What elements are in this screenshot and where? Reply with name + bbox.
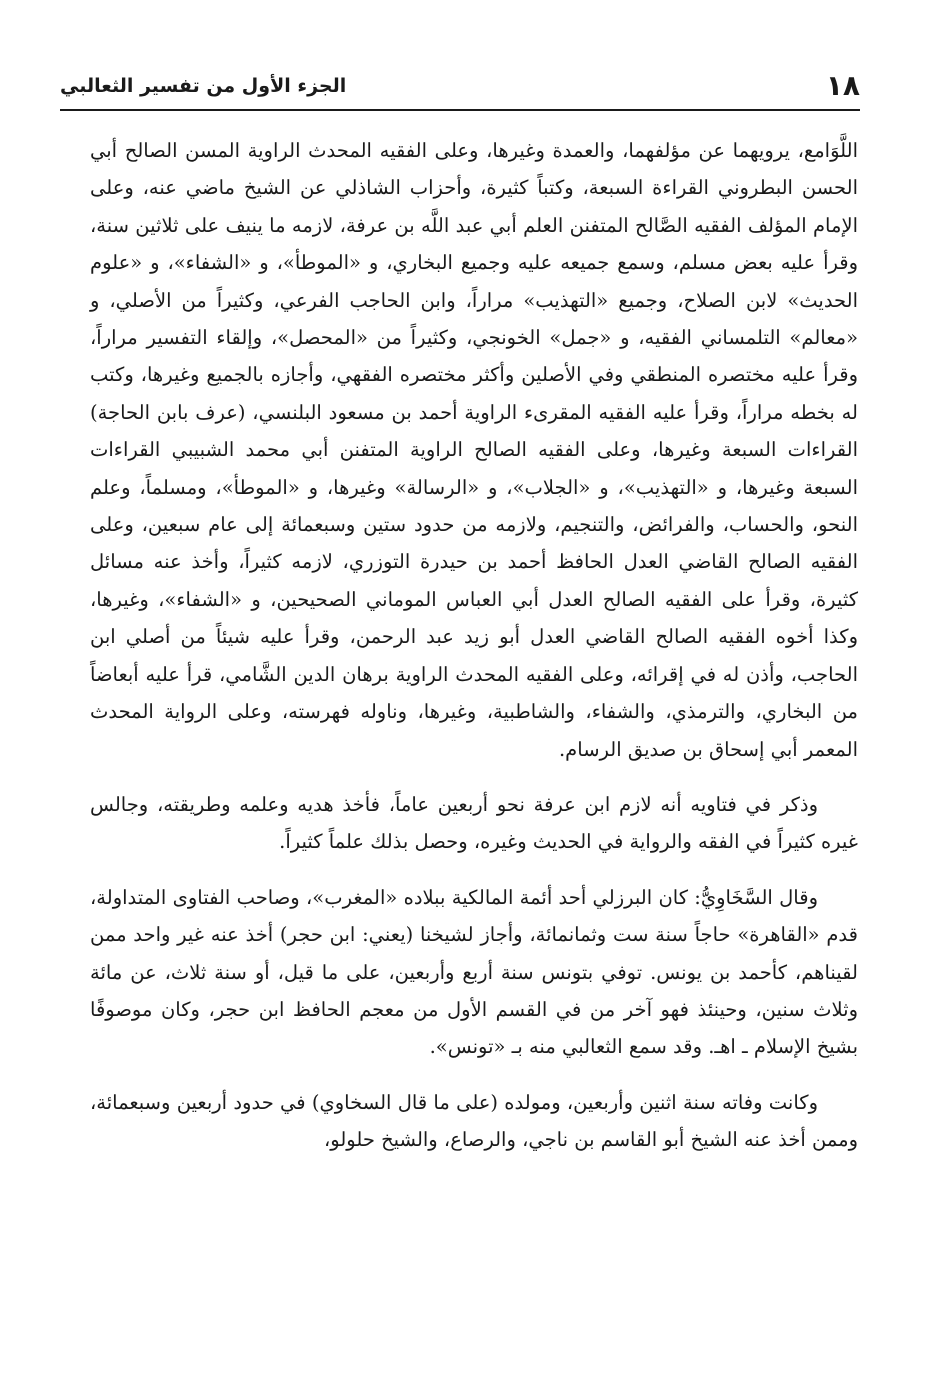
paragraph-3: وقال السَّخَاوِيُّ: كان البرزلي أحد أئمة المالكية ببلاده «المغرب»، وصاحب الفتاوى المتداولة، قدم «القاهرة» حاجاً سنة ست وثمانمائة، وأجاز لشيخنا (يعني: ابن حجر) أخذ عنه غير واحد ممن لقيناهم، كأحمد بن يونس. توفي بتونس سنة أربع وأربعين، على ما قيل، أو سنة ثلاث، عن مائة وثلاث سنين، وحينئذ فهو آخر من في القسم الأول من معجم الحافظ ابن حجر، وكان موصوفًا بشيخ الإسلام ـ اهـ. وقد سمع الثعالبي منه بـ «تونس».	[90, 885, 858, 1059]
paragraph-4: وكانت وفاته سنة اثنين وأربعين، ومولده (على ما قال السخاوي) في حدود أربعين وسبعمائة، وممن أخذ عنه الشيخ أبو القاسم بن ناجي، والرصاع، والشيخ حلولو،	[90, 1090, 858, 1152]
running-title: الجزء الأول من تفسير الثعالبي	[60, 75, 347, 97]
page-header	[60, 66, 860, 114]
header-row	[60, 66, 860, 106]
paragraph-1: اللَّوَامع، يرويهما عن مؤلفهما، والعمدة وغيرها، وعلى الفقيه المحدث الراوية المسن الصالح أبي الحسن البطروني القراءة السبعة، وكتباً كثيرة، وأحزاب الشاذلي عن الشيخ ماضي عنه، وعلى الإمام المؤلف الفقيه الصَّالح المتفنن العلم أبي عبد اللَّه بن عرفة، لازمه ما ينيف على ثلاثين سنة، وقرأ عليه بعض مسلم، وسمع جميعه عليه وجميع البخاري، و «الموطأ»، و «الشفاء»، و «علوم الحديث» لابن الصلاح، وجميع «التهذيب» مراراً، وابن الحاجب الفرعي، وكثيراً من الأصلي، و «معالم» التلمساني الفقيه، و «جمل» الخونجي، وكثيراً من «المحصل»، وإلقاء التفسير مراراً، وقرأ عليه مختصره المنطقي وفي الأصلين وأكثر مختصره الفقهي، وأجازه بالجميع وغيرها، وكتب له بخطه مراراً، وقرأ عليه الفقيه المقرىء الراوية أحمد بن مسعود البلنسي، (عرف بابن الحاجة) القراءات السبعة وغيرها، وعلى الفقيه الصالح الراوية المتفنن أبي محمد الشبيبي القراءات السبعة وغيرها، و «التهذيب»، و «الجلاب»، و «الرسالة» وغيرها، و «الموطأ»، ومسلماً، وعلم النحو، والحساب، والفرائض، والتنجيم، ولازمه من حدود ستين وسبعمائة إلى عام سبعين، وعلى الفقيه الصالح القاضي العدل الحافظ أحمد بن حيدرة التوزري، لازمه كثيراً، وأخذ عنه مسائل كثيرة، وقرأ على الفقيه الصالح العدل أبي العباس الموماني الصحيحين، و «الشفاء»، وغيرها، وكذا أخوه الفقيه الصالح القاضي العدل أبو زيد عبد الرحمن، وقرأ عليه شيئاً من أصلي ابن الحاجب، وأذن له في إقرائه، وعلى الفقيه المحدث الراوية برهان الدين الشَّامي، قرأ عليه أبعاضاً من البخاري، والترمذي، والشفاء، والشاطبية، وغيرها، وناوله فهرسته، وعلى الرواية المحدث المعمر أبي إسحاق بن صديق الرسام.	[90, 139, 858, 761]
page-number: ١٨	[825, 69, 860, 102]
header-rule	[60, 109, 860, 111]
body-text	[90, 132, 858, 1159]
paragraph-2: وذكر في فتاويه أنه لازم ابن عرفة نحو أربعين عاماً، فأخذ هديه وعلمه وطريقته، وجالس غيره كثيراً في الفقه والرواية في الحديث وغيره، وحصل بذلك علماً كثيراً.	[90, 792, 858, 854]
